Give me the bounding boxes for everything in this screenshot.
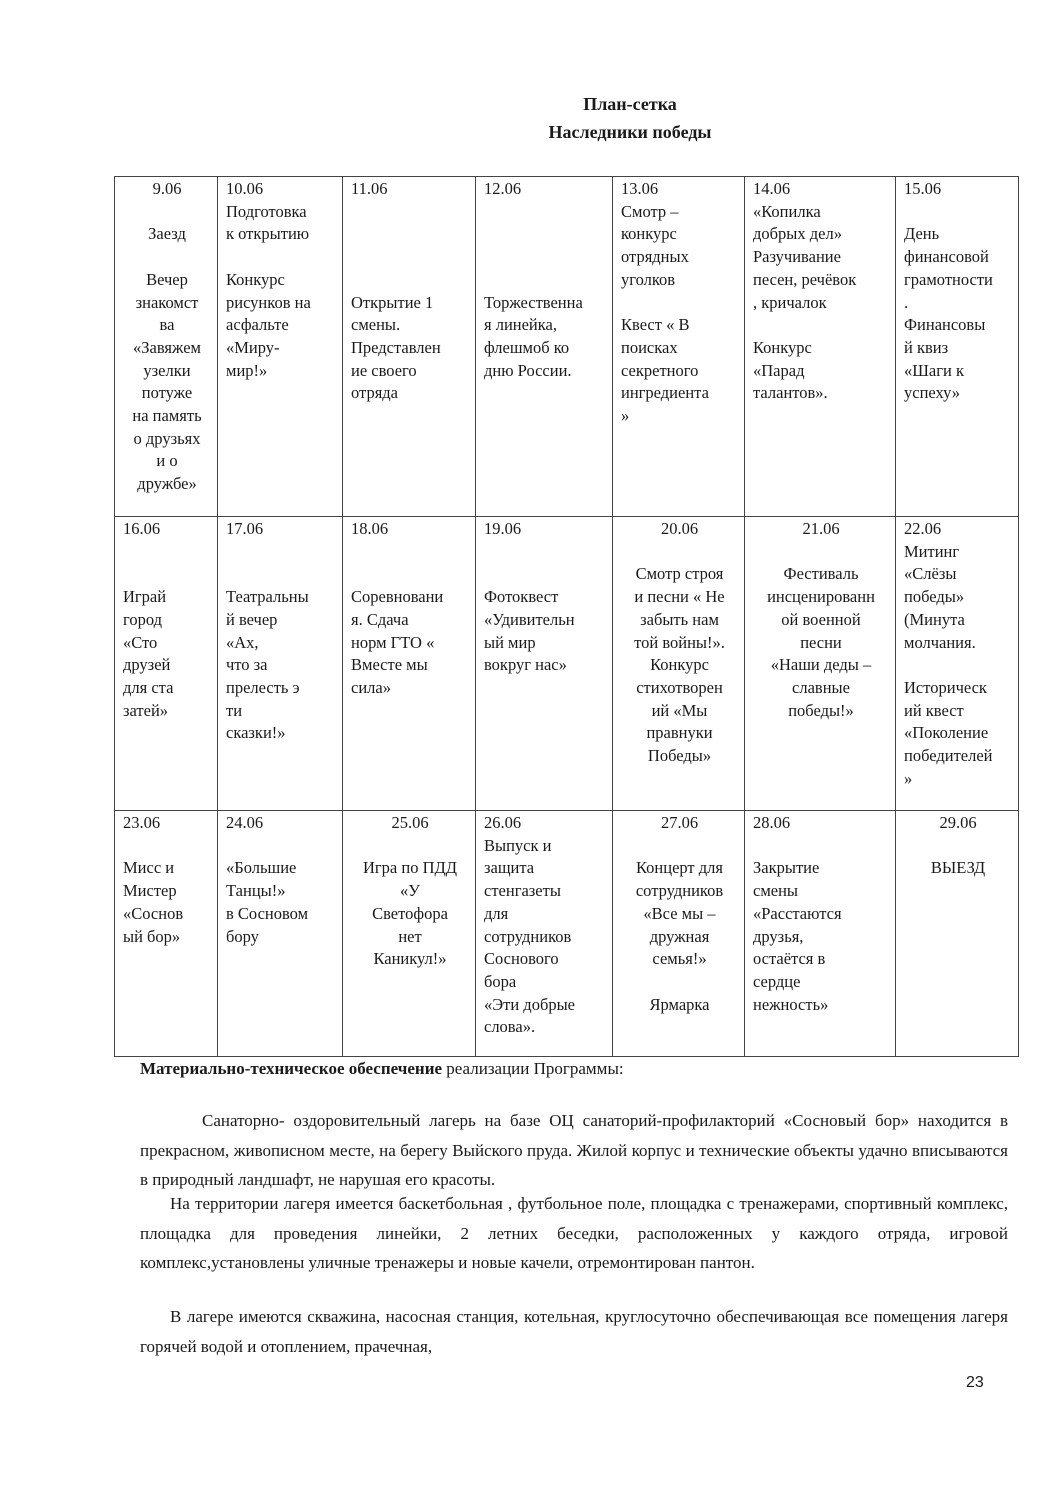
page-title: План-сетка — [583, 94, 677, 114]
table-cell: 23.06 Мисс и Мистер «Соснов ый бор» — [115, 811, 218, 1057]
table-cell: 26.06 Выпуск и защита стенгазеты для сотрудников Соснового бора «Эти добрые слова». — [476, 811, 613, 1057]
table-cell: 28.06 Закрытие смены «Расстаются друзья, остаётся в сердце нежность» — [745, 811, 896, 1057]
page-subtitle: Наследники победы — [548, 122, 712, 142]
table-cell: 19.06 Фотоквест «Удивительн ый мир вокруг нас» — [476, 517, 613, 811]
table-cell: 27.06 Концерт для сотрудников «Все мы – дружная семья!» Ярмарка — [613, 811, 745, 1057]
table-cell: 12.06 Торжественна я линейка, флешмоб ко дню России. — [476, 177, 613, 517]
table-cell: 14.06 «Копилка добрых дел» Разучивание песен, речёвок , кричалок Конкурс «Парад талантов». — [745, 177, 896, 517]
page-number: 23 — [966, 1374, 984, 1391]
table-cell: 21.06 Фестиваль инсценированн ой военной песни «Наши деды – славные победы!» — [745, 517, 896, 811]
table-cell: 24.06 «Большие Танцы!» в Сосновом бору — [218, 811, 343, 1057]
paragraph-territory: На территории лагеря имеется баскетбольная , футбольное поле, площадка с тренажерами, спортивный комплекс, площадка для проведения линейки, 2 летних беседки, расположенных у каждого отряда, игровой комплекс,установлены уличные тренажеры и новые качели, отремонтирован пантон. — [140, 1194, 1008, 1272]
table-cell: 25.06 Игра по ПДД «У Светофора нет Каникул!» — [343, 811, 476, 1057]
section-heading — [140, 1058, 1010, 1080]
table-row — [115, 811, 1019, 1057]
table-cell: 16.06 Играй город «Сто друзей для ста затей» — [115, 517, 218, 811]
table-row — [115, 177, 1019, 517]
table-cell: 9.06 Заезд Вечер знакомст ва «Завяжем узелки потуже на память о друзьях и о дружбе» — [115, 177, 218, 517]
section-heading-bold: Материально-техническое обеспечение — [140, 1059, 443, 1078]
section-heading-rest: реализации Программы: — [442, 1059, 624, 1078]
paragraph-location: Санаторно- оздоровительный лагерь на базе ОЦ санаторий-профилакторий «Сосновый бор» находится в прекрасном, живописном месте, на берегу Выйского пруда. Жилой корпус и технические объекты удачно вписываются в природный ландшафт, не нарушая его красоты. — [140, 1111, 1008, 1189]
table-row — [115, 517, 1019, 811]
table-cell: 10.06 Подготовка к открытию Конкурс рисунков на асфальте «Миру- мир!» — [218, 177, 343, 517]
paragraph-utilities: В лагере имеются скважина, насосная станция, котельная, круглосуточно обеспечивающая все помещения лагеря горячей водой и отоплением, прачечная, — [140, 1307, 1008, 1356]
schedule-table — [114, 176, 1019, 1057]
table-cell: 29.06 ВЫЕЗД — [896, 811, 1019, 1057]
table-cell: 15.06 День финансовой грамотности . Финансовы й квиз «Шаги к успеху» — [896, 177, 1019, 517]
document-header — [480, 90, 780, 146]
table-cell: 13.06 Смотр – конкурс отрядных уголков Квест « В поисках секретного ингредиента » — [613, 177, 745, 517]
table-cell: 17.06 Театральны й вечер «Ах, что за прелесть э ти сказки!» — [218, 517, 343, 811]
table-cell: 22.06 Митинг «Слёзы победы» (Минута молчания. Историческ ий квест «Поколение победителей » — [896, 517, 1019, 811]
table-cell: 18.06 Соревновани я. Сдача норм ГТО « Вместе мы сила» — [343, 517, 476, 811]
table-cell: 20.06 Смотр строя и песни « Не забыть нам той войны!». Конкурс стихотворен ий «Мы правнуки Победы» — [613, 517, 745, 811]
table-cell: 11.06 Открытие 1 смены. Представлен ие своего отряда — [343, 177, 476, 517]
